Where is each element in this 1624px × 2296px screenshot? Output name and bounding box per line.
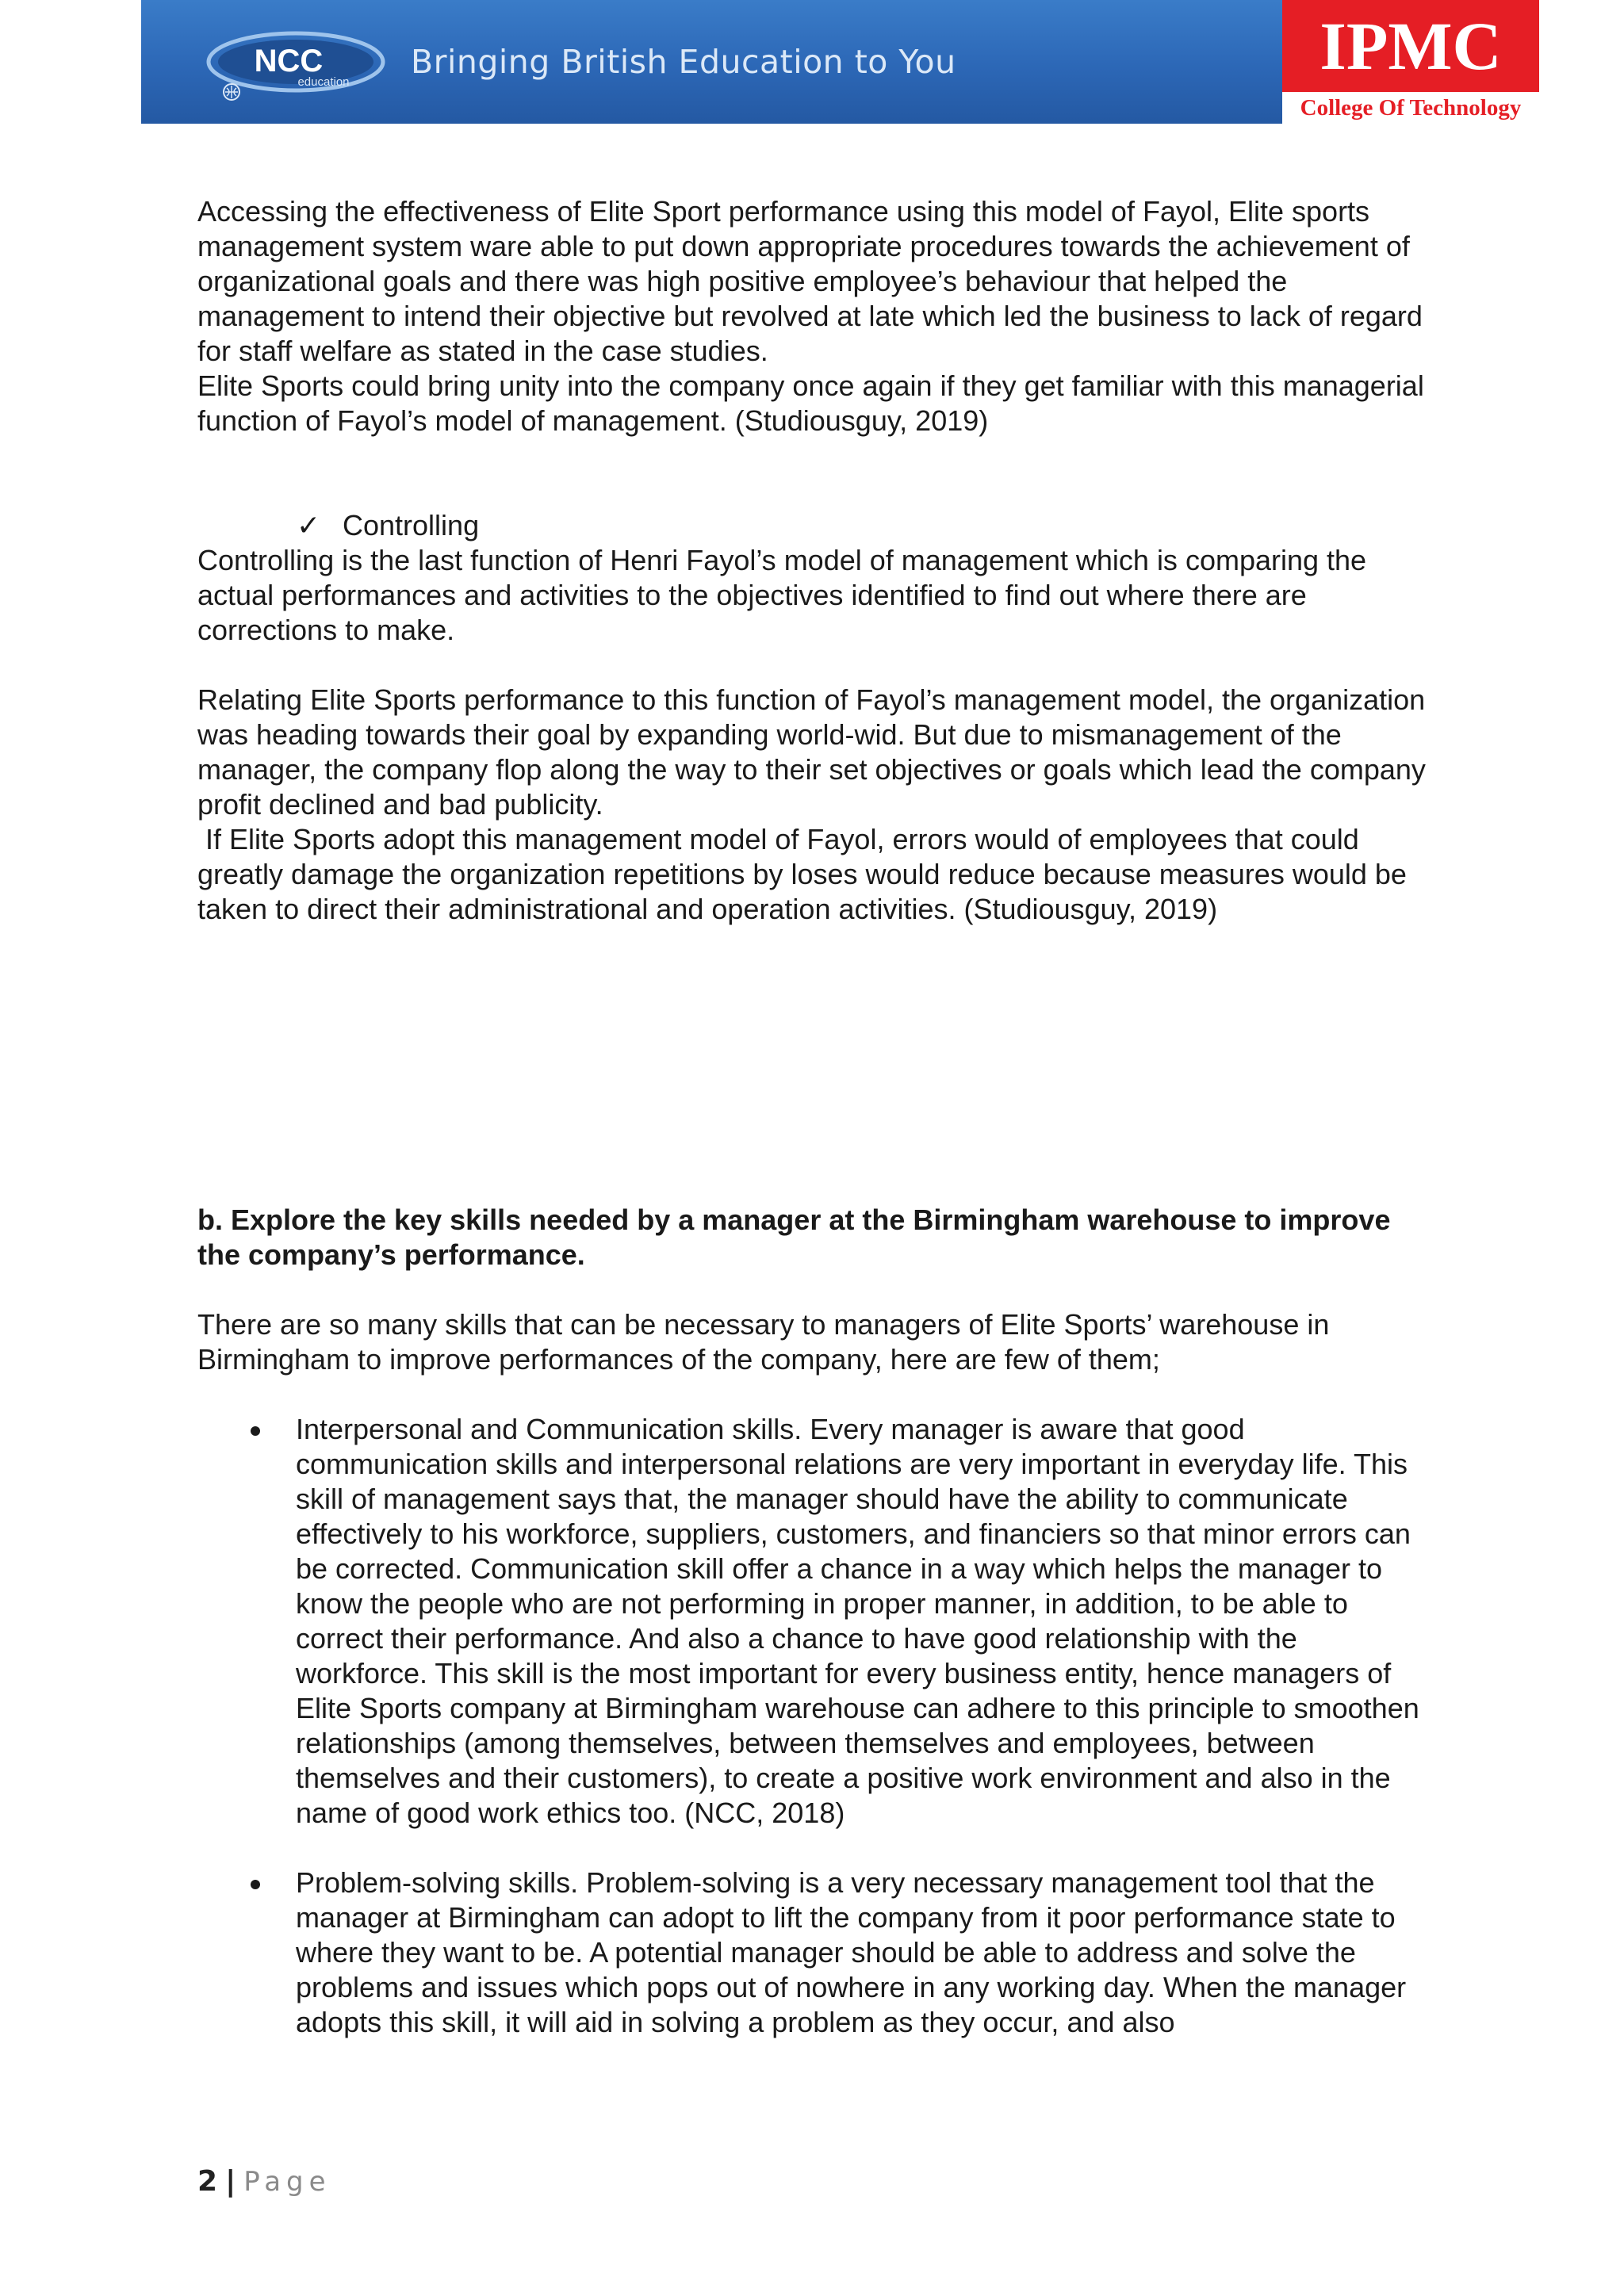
controlling-label: Controlling (343, 509, 480, 541)
paragraph-effectiveness: Accessing the effectiveness of Elite Sport performance using this model of Fayol, Elite sports management system ware able to put down appropriate procedures towards the achievement of organizational goals and there was high positive employee’s behaviour that helped the management to intend their objective but revolved at late which led the business to lack of regard for staff welfare as stated in the case studies. (197, 195, 1423, 367)
paragraph-controlling: Controlling is the last function of Henri Fayol’s model of management which is comparing the actual performances and activities to the objectives identified to find out where there are corrections to make. (197, 544, 1367, 646)
header-tagline: Bringing British Education to You (411, 43, 956, 81)
paragraph-unity: Elite Sports could bring unity into the company once again if they get familiar with this managerial function of Fayol’s model of management. (Studiousguy, 2019) (197, 369, 1424, 437)
list-item-text: Problem-solving skills. Problem-solving is a very necessary management tool that the manager at Birmingham can adopt to lift the company from it poor performance state to where they want to be. A potential manager should be able to address and solve the problems and issues which pops out of nowhere in any working day. When the manager adopts this skill, it will aid in solving a problem as they occur, and also (296, 1866, 1407, 2038)
ncc-logo-subtext: education (297, 75, 350, 89)
ipmc-logo-subtitle: College Of Technology (1300, 95, 1522, 121)
check-mark-icon: ✓ (297, 509, 321, 541)
paragraph-adopt: If Elite Sports adopt this management model of Fayol, errors would of employees that could greatly damage the organization repetitions by loses would reduce because measures would be taken to direct their administrational and operation activities. (Studiousguy, 2019) (197, 823, 1415, 925)
list-item (197, 1866, 1434, 2040)
page-number: 2 (197, 2165, 218, 2198)
ipmc-logo-title: IPMC (1320, 8, 1502, 84)
paragraph-skills-intro: There are so many skills that can be necessary to managers of Elite Sports’ warehouse in Birmingham to improve performances of the company, here are few of them; (197, 1308, 1330, 1376)
page-footer (197, 2164, 331, 2199)
section-heading-b: b. Explore the key skills needed by a manager at the Birmingham warehouse to improve the company’s performance. (197, 1203, 1391, 1271)
document-body (197, 194, 1434, 2040)
list-item-text: Interpersonal and Communication skills. Every manager is aware that good communication skills and interpersonal relations are very important in everyday life. This skill of management says that, the manager should have the ability to communicate effectively to his workforce, suppliers, customers, and financiers so that minor errors can be corrected. Communication skill offer a chance in a way which helps the manager to know the people who are not performing in proper manner, in addition, to be able to correct their performance. And also a chance to have good relationship with the workforce. This skill is the most important for every business entity, hence managers of Elite Sports company at Birmingham warehouse can adhere to this principle to smoothen relationships (among themselves, between themselves and employees, between themselves and their customers), to create a positive work environment and also in the name of good work ethics too. (NCC, 2018) (296, 1413, 1419, 1829)
ncc-education-logo (206, 30, 385, 103)
spacer (197, 1272, 1434, 1307)
spacer (197, 1377, 1434, 1412)
footer-separator: | (225, 2165, 236, 2198)
bullet-icon (251, 1880, 260, 1889)
page-label: Page (243, 2166, 331, 2198)
list-item (197, 1412, 1434, 1831)
spacer (197, 927, 1434, 1203)
skills-list (197, 1412, 1434, 2040)
controlling-checklist-item (197, 508, 1434, 543)
spacer (197, 648, 1434, 683)
ncc-logo-text: NCC (254, 44, 324, 78)
bullet-icon (251, 1426, 260, 1436)
spacer (197, 438, 1434, 508)
paragraph-relating: Relating Elite Sports performance to this function of Fayol’s management model, the organization was heading towards their goal by expanding world-wid. But due to mismanagement of the manager, the company flop along the way to their set objectives or goals which lead the company profit declined and bad publicity. (197, 683, 1426, 821)
